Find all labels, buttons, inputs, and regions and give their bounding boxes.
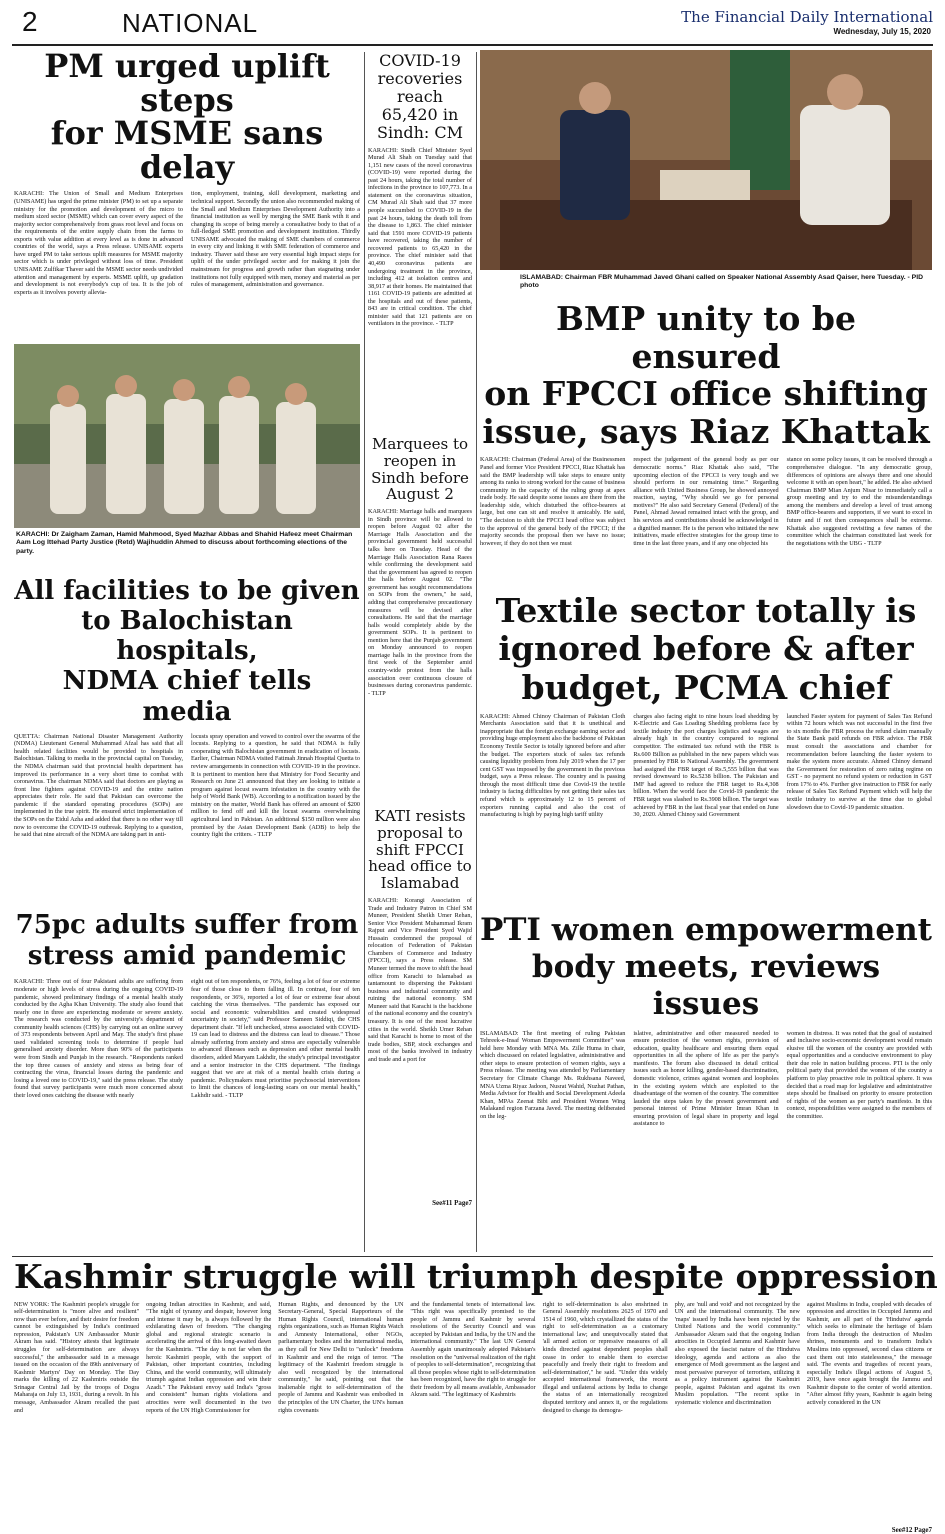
article-stress — [14, 910, 360, 1240]
article-marquees — [368, 436, 472, 762]
paper-name: The Financial Daily International — [681, 8, 933, 26]
masthead-rule — [12, 44, 933, 46]
headline-kati: KATI resists proposal to shift FPCCI head office to Islamabad — [368, 807, 472, 893]
kashmir-col2: ongoing Indian atrocities in Kashmir, and said, "The night of tyranny and despair, however long and intense it may be, is always followed by the exhilarating dawn of freedom. "The changing global and regional strategic scenario is accelerating the arrival of this long-awaited dawn for the Kashmiris. "The day is not far when the heroic Kashmiri people, with the support of Pakistan, other important countries, including China, and the world community, will ultimately triumph against Indian oppression and win their Azadi." The Pakistani envoy said India's "gross and consistent" human rights violations and atrocities were well documented in the two reports of the UN High Commissioner for — [146, 1300, 272, 1414]
headline-marquees: Marquees to reopen in Sindh before August 2 — [371, 435, 469, 504]
meeting-photo — [480, 50, 932, 270]
issue-date: Wednesday, July 15, 2020 — [833, 27, 931, 36]
pti-col2: islative, administrative and other measured needed to ensure protection of the women rights, provision of education, quality healthcare and ensuring them equal opportunities in all the sphere of life as per the party's manifesto. The forum also discussed in detail critical issues such as honor killing, gender-based discrimination, domestic violence, crimes against women and loopholes in the existing system which are exploited to the disadvantage of the women of the country. The committee lauded the steps taken by the present government and personal interest of Prime Minister Imran Khan in ensuring provision of legal share in property and legal assistance to — [633, 1029, 779, 1128]
article-balochistan — [14, 576, 360, 937]
masthead — [0, 0, 945, 44]
meeting-photo-art — [480, 50, 932, 270]
stress-col1: KARACHI: Three out of four Pakistani adults are suffering from moderate or high levels of stress during the ongoing COVID-19 pandemic, showed preliminary findings of a mental health study conducted by the Agha Khan University. The study also found that nearly one in three are experiencing moderate or severe anxiety. The research was conducted by the university's department of community health sciences (CHS) by carrying out an online survey of 373 respondents between April and May. The study's first phase used validated screening tools to determine if people had generalised anxiety disorder. More than 90% of the participants were from Sindh and Punjab in the research. "Respondents ranked the top three causes of anxiety and stress as being fear of contracting the virus, financial losses during the pandemic and losing a loved one to COVID-19," said the press release. The study found that survey participants were much more concerned about their loved ones catching the disease with nearly — [14, 978, 183, 1099]
kashmir-col5: right to self-determination is also enshrined in General Assembly resolutions 2625 of 1970 and 1514 of 1960, which crystallized the status of the right to self-determination as a customary international law; and unequivocally stated that 'all armed action or repressive measures of all kinds directed against dependent peoples shall cease in order to enable them to exercise peacefully and freely their right to freedom and self-determination'," he said. "Under this widely accepted international framework, the recent illegal and unilateral actions by India to change the status of an internationally recognized disputed territory and annex it, or the regulations designed to change its demogra- — [542, 1300, 668, 1414]
headline-kashmir: Kashmir struggle will triumph despite oppression — [14, 1257, 938, 1296]
kashmir-col3: Human Rights, and denounced by the UN Secretary-General, Special Rapporteurs of the Human Rights Council, international human rights organizations, such as Human Rights Watch and Amnesty International, other NGOs, parliamentary bodies and the international media, as they call for New Delhi to "unlock" freedoms in Kashmir and end the reign of terror. "The legitimacy of the Kashmiri freedom struggle is also well recognized by the international community," he said, pointing out that the inalienable right to self-determination of the people of Jammu and Kashmir was embodied in the principles of the UN Charter, the UN's human rights covenants — [278, 1300, 404, 1414]
article-textile — [480, 592, 932, 913]
kashmir-col1: NEW YORK: The Kashmiri people's struggle for self-determination is "more alive and resilient" now than ever before, and their desire for freedom cannot be extinguished by India's continued repression, Pakistan's UN Ambassador Munir Akram has said. "History attests that legitimate struggles for self-determination are always successful," the ambassador said in a message issued on the occasion of the 89th anniversary of Kashmir Martyrs' Day on Monday. The Day marks the killing of 22 Kashmiris outside the Srinagar Central Jail by the troops of Dogra Maharaja on July 13, 1931, during a revolt. In his message, Ambassador Akram recalled the past and — [14, 1300, 140, 1414]
bmp-col1: KARACHI: Chairman (Federal Area) of the Businessmen Panel and former Vice President FPCCI, Riaz Khattak has said the BMP leadership will take steps to ensure unity among its ranks to strong worked for the cause of business community in the capacity of the ruling group at apex trade body. He said despite some issues are there from the leadership side, which disturbed the office-bearers at large, but one can sit and resolve it amicably. He said, "The decision to shift the FPCCI head office was subject to the approval of the general body of the FPCCI; if the majority seconds the proposal then we have no issue; however, if they do not then we must — [480, 456, 626, 547]
article-kati — [368, 808, 472, 1207]
balochistan-col1: QUETTA: Chairman National Disaster Management Authority (NDMA) Lieutenant General Muhammad Afzal has said that all health related facilities would be provided to hospitals in Balochistan. Talking to media in the provincial capital on Tuesday, the NDMA chairman said that provincial health department has improved its performance in a very short time to combat with coronavirus. The chairman NDMA said that doctors are playing as front line fighters against COVID-19 and the entire nation appreciates their role. He said that Pakistan can overcome the pandemic if the standard operating procedures (SOPs) are implemented in the true spirit. He ensured strict implementation of the SOPs on the Eidul Azha and added that there is no other way till now to overcome the COVID-19 outbreak. Replying to a question, he said that nine aircraft of the NDMA are taking part in anti- — [14, 732, 183, 839]
column-rule-1 — [364, 52, 365, 1252]
textile-col2: charges also facing eight to nine hours load shedding by K-Electric and Gas Loading Shedding problems face by textile industry the port charges logistics and wages are already high in the country compared to regional competitor. The estimated tax refund with the FBR is Rs.600 Billion as published in the new papers which was presented by FBR to National Assembly. The government had assigned the FBR target of Rs.5,555 billion that was revised downward to Rs.5238 billion. The Pakistan and IMF had agreed to reduce the FBR target to Rs.4,308 billion. When the world face the Covid-19 pandemic the FBR target was slashed to Rs.3908 billion. The target was achieved by FBR in the last fiscal year that ended on June 30, 2020. Ahmed Chinoy said Government — [633, 712, 779, 819]
section-label: NATIONAL — [122, 8, 259, 38]
article-covid — [368, 52, 472, 441]
article-bmp — [480, 300, 932, 630]
pti-col1: ISLAMABAD: The first meeting of ruling Pakistan Tehreek-e-Insaf Woman Empowerment Committee" was held here Monday with MNA Ms. Zille Huma in chair, which discussed on related legislative, administrative and other steps to ensure protection of women rights, says a Press release. The meeting was attended by Parliamentary Secretary for Climate Change Ms. Rukhsana Naveed, MNA Uzma Riyaz Jadoon, Nusrat Wahid, Nuzhat Pathan, Media Advisor for Health and Social Development Adeela Khan, MPAs Zeenat Bibi and President Women Wing Malakand region Farzana Javed. The meeting deliberated on the leg- — [480, 1029, 626, 1120]
textile-col1: KARACHI: Ahmed Chinoy Chairman of Pakistan Cloth Merchants Association said that it is unethical and inappropriate that the foreign exchange earning sector and providing huge employment also the backbone of Pakistan Economy Textile Sector is totally ignored before and after the budget. The exporters stuck of sales tax refunds causing liquidity problem from July 2019 when the 17 per cent GST was imposed by the government in the previous budget, says a Press release. The country and is passing through the most difficult time due Covid-19 the textile industry is facing difficulties by not getting their sales tax refund which is approximately 12 to 15 percent of exporters running capital and also the cost of manufacturing is high by paying high tariff utility — [480, 712, 626, 819]
msme-col2: tion, employment, training, skill development, marketing and technical support. Secondly the union also recommended making of the Small and Medium Enterprises Development Authority into a financial institution as well by merging the SME Bank with it and changing its scope of being merely a consultative body to that of a full-fledged SME promotion and development institution. Thirdly UNISAME advocated the making of SME chambers of commerce in every city and linking it with SME federation of commerce and industry. Thaver said these are very essential high impact steps for uplift of the under privileged sector and for making it join the mainstream for progress and growth rather than stagnating under institutions not fully equipped with men, money and material as per rules of management, administration and governance. — [191, 190, 360, 289]
photo2-caption: ISLAMABAD: Chairman FBR Muhammad Javed Ghani called on Speaker National Assembly Asad Qaiser, here Tuesday. - PID photo — [520, 274, 924, 290]
photo1-caption: KARACHI: Dr Zaigham Zaman, Hamid Mahmood, Syed Mazhar Abbas and Shahid Hafeez meet Chairman Aam Log Ittehad Party Justice (Retd) Wajihuddin Ahmed to discuss about forthcoming elections of the party. — [16, 531, 353, 555]
msme-col1: KARACHI: The Union of Small and Medium Enterprises (UNISAME) has urged the prime minister (PM) to set up a separate ministry for the promotion and development of the micro to medium sized sector (MSME) which can cover every aspect of the majority sector comprehensively from grass root level and focus on the requirements of the entire supply chain from the farms to exports with value addition at every level as is done in advanced countries of the world, says a Press release. UNISAME experts have urged PM to take serious uplift measures for MSME majority sector which is under privileged without loss of time. President UNISAME Zulfikar Thaver said the MSME sector needs undivided attention and management by experts. MSME uplift, up gradation and development is not everybody's cup of tea. It is the job of experts as it involves poverty allevia- — [14, 190, 183, 296]
bmp-col2: respect the judgement of the general body as per our democratic norms." Riaz Khattak also said, "The upcoming election of the FPCCI is very tough and we should perform in our remaining time." Regarding alliance with United Business Group, he showed annoyed reaction, saying, "Why should we go for personal motives?" He also said Secretary General (Federal) of the Panel, Ahmad Jawad remained intact with the group, and his services and contributions should be acknowledged in a dignified manner. He is the person who initiated the new initiatives, made effective strategies for the group time to time in the last three years, and if any one objected his — [633, 456, 779, 547]
article-pti — [480, 912, 932, 1188]
pti-col3: women in distress. It was noted that the goal of sustained and inclusive socio-economic development would remain elusive till the women of the country are provided with equal opportunities and a conducive environment to play their due role in nation building process. PTI is the only political party that provided the women of the country a platform to play proactive role in political sphere. It was decided that a road map for legislative and administrative steps should be finalised on priority to ensure protection of rights of the women as per party's manifesto. In this context, responsibilities were assigned to the members of the committee. — [786, 1029, 932, 1120]
bmp-col3: stance on some policy issues, it can be resolved through a comprehensive dialogue. "In any democratic group, differences of opinions are always there and one should welcome it with an open heart," he added. He also advised Chairman BMP Mian Anjum Nisar to immediately call a group meeting and try to end the misunderstandings among the members and develop a level of trust among BMP office-bearers and supporters, if we want to excel in future and if not then consequences shall be extreme. Khattak also suggested revisiting a few names of the committee which the chairman constituted last week for the negotiations with the UBG - TLTP — [786, 456, 932, 547]
kashmir-continued: See#12 Page7 — [891, 1525, 932, 1534]
covid-body: KARACHI: Sindh Chief Minister Syed Murad Ali Shah on Tuesday said that 1,151 new cases of the novel coronavirus (COVID-19) were reported during the past 24 hours, taking the total number of infections in the province to 107,773. In a statement on the coronavirus situation, CM Murad Ali Shah said that 37 more people succumbed to COVID-19 in the past 24 hours, taking the death toll from the disease to 1,863. The chief minister said that 1591 more COVID-19 patients have recovered, taking the number of recovered patients to 65,420 in the province. The chief minister said that 40,490 coronavirus patients are undergoing treatment in the province, including 412 at isolation centres and 38,917 at their homes. He maintained that 1161 COVID-19 patients are admitted at the hospitals and out of these patients, 843 are in critical condition. The chief minister said that 121 patients are on ventilators in the province. - TLTP — [368, 146, 472, 328]
balochistan-col2: locusts spray operation and vowed to control over the swarms of the locusts. Replying to a question, he said that NDMA is fully cooperating with Balochistan government in eradication of locusts. Earlier, Chairman NDMA visited Fatimah Jinnah Hospital Quetta to review arrangements in connection with COVID-19 in the province. It is pertinent to mention here that Ministry for Food Security and Research on June 21 announced that they are looking to initiate a program against locust swarm infestation in the country with the help of World Bank (WB). According to a notification issued by the ministry on the matter, World Bank has offered an amount of $200 million to fend off and kill the locust swarms overwhelming agricultural land in Pakistan. An additional $150 million were also promised by the Asian Development Bank (ADB) to help the country fight the critters. - TLTP — [191, 732, 360, 839]
kashmir-col6: phy, are 'null and void' and not recognized by the UN and the international community. The new 'maps' issued by India have been rejected by the United Nations and the world community." Ambassador Akram said that the ongoing Indian atrocities in Occupied Jammu and Kashmir have also exposed the fascist nature of the Hindutva ideology, agenda and actions as also the emergence of Modi government as the largest and most pervasive purveyor of terrorism, utilizing it as a policy instrument against the Kashmiri people, against Pakistan and against its own Muslim population. "The recent spike in systematic violence and discrimination — [674, 1300, 800, 1406]
kashmir-col7: against Muslims in India, coupled with decades of oppression and atrocities in Occupied Jammu and Kashmir, are all part of the 'Hindutva' agenda which seeks to eliminate the heritage of Islam from India through the destruction of Muslim shrines, monuments and to transform India's Muslims into oppressed, second class citizens or cast them out into statelessness," the message said. The events and tragedies of recent years, especially India's illegal actions of August 5, 2019, have once again brought the Jammu and Kashmir dispute to the center of world attention. "After almost fifty years, Kashmir is again being actively considered in the UN — [806, 1300, 932, 1406]
group-photo — [14, 344, 360, 528]
column-rule-2 — [476, 52, 477, 1252]
headline-covid: COVID-19 recoveries reach 65,420 in Sindh: CM — [376, 51, 464, 142]
article-kashmir — [14, 1257, 938, 1534]
marquees-body: KARACHI: Marriage halls and marquees in Sindh province will be allowed to reopen before August 02 after the Marriage Halls Association and the provincial government held successful talks here on Tuesday. Head of the Marriage Halls Association Rana Raees while confirming the development said that the government has agreed to reopen the halls before August 02. "The government has sought recommendations on SOPs from the owners," he said, adding that comprehensive precautionary measures will be devised after consultations. He said that the marriage halls would completely abide by the government SOPs. It is pertinent to mention here that the Punjab government on Monday announced to reopen marriage halls in the province from the first week of the September amid country-wide protest from the halls association over continuous closure of businesses during coronavirus pandemic. - TLTP — [368, 508, 472, 697]
headline-msme: PM urged uplift steps for MSME sans delay — [44, 47, 330, 186]
headline-stress: 75pc adults suffer from stress amid pandemic — [15, 910, 359, 972]
page-number: 2 — [22, 6, 38, 37]
headline-pti: PTI women empowerment body meets, reviews issues — [480, 912, 932, 1023]
kashmir-col4: and the fundamental tenets of international law. "This right was specifically promised to the people of Jammu and Kashmir by several resolutions of the Security Council and was accepted by Pakistan and India, by the UN and the international community." The last UN General Assembly again unanimously adopted Pakistan's resolution on the "universal realization of the right of peoples to self-determination", recognizing that all those peoples whose right to self-determination has been recognized, have the right to struggle for their freedom by all means available, Ambassador Akram said. "The legitimacy of Kashmiris — [410, 1300, 536, 1399]
stress-col2: eight out of ten respondents, or 76%, feeling a lot of fear or extreme fear of those close to them falling ill. In contrast, four of ten respondents, or 36%, reported a lot of fear or extreme fear about catching the virus themselves. "The pandemic has exposed our social and economic vulnerabilities and created widespread uncertainty in society," said Professor Sameen Siddiqi, the CHS department chair. "If left unchecked, stress associated with COVID-19 can lead to distress and the distress can lead to disease." Those already suffering from anxiety and stress are especially vulnerable to advanced illnesses such as depression and other mental health disorders, added Maryam Lakhdir, the study's principal investigator and a senior instructor in the CHS department. "The findings suggest that we are at risk of a mental health crisis during a pandemic. Policymakers must prioritise psychosocial interventions to limit the chances of long-lasting scars on our mental health," Lakhdir said. - TLTP — [191, 978, 360, 1099]
headline-textile: Textile sector totally is ignored before & after budget, PCMA chief — [495, 591, 917, 707]
kati-body: KARACHI: Korangi Association of Trade and Industry Patron in Chief SM Muneer, President Sheikh Umer Rehan, Senior Vice President Muhammad Ikram Rajput and Vice President Syed Wajid Hussain condemned the proposal of relocation of Federation of Pakistan Chambers of Commerce and Industry (FPCCI), says a Press release. SM Muneer termed the move to shift the head office from Karachi to Islamabad as tantamount to dispersing the Pakistani business and industrial community and ruining the national economy. SM Muneer said that Karachi is the backbone of the national economy and the country's treasury. It is one of the most lucrative cities in the world. Sheikh Umer Rehan said that Karachi is home to most of the trade bodies, SBP, stock exchanges and most of the banks involved in industry and trade and a port for — [368, 896, 472, 1063]
headline-balochistan: All facilities to be given to Balochistan hospitals, NDMA chief tells media — [14, 576, 360, 727]
kati-continued: See#11 Page7 — [432, 1198, 472, 1207]
group-photo-art — [14, 344, 360, 528]
headline-bmp: BMP unity to be ensured on FPCCI office shifting issue, says Riaz Khattak — [482, 299, 930, 451]
textile-col3: launched Faster system for payment of Sales Tax Refund within 72 hours which was not successful in the first five to six months the FBR process the refund claim manually the State Bank paid refunds on FBR advice. The FBR must consult the associations and chamber for recommendation before launching the faster system to make the system more accurate. Ahmed Chinoy demand the Government for restoration of zero rating regime on GST - no payment no refund system or reduction in GST from 17% to 4%. Further give instruction to FBR for early release of Sales Tax Refund Payment which will help the textile industry to survive at the time due to global slowdown due to Covid-19 pandemic situation. — [786, 712, 932, 811]
